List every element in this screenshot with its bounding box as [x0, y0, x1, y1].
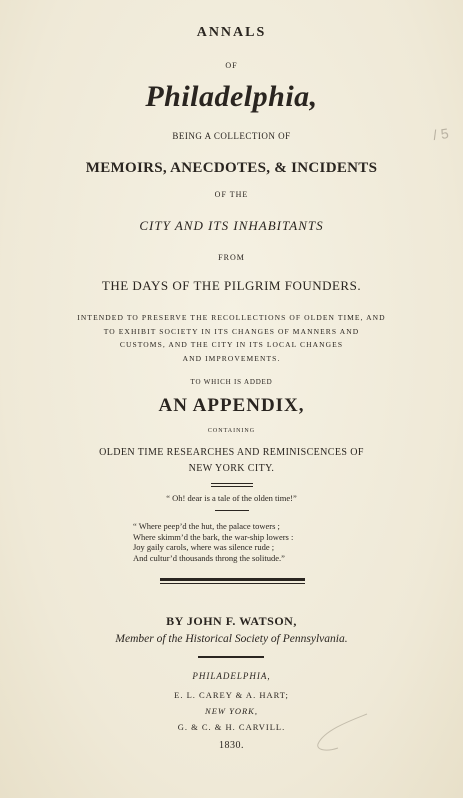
imprint-rule	[198, 656, 264, 658]
author-line: BY JOHN F. WATSON,	[166, 614, 297, 628]
from-line: FROM	[218, 253, 245, 262]
double-rule-thick	[160, 578, 305, 581]
appendix-heading: AN APPENDIX,	[158, 395, 305, 416]
divider-rule-top-2	[211, 486, 253, 487]
epigraph: “ Oh! dear is a tale of the olden time!”	[166, 493, 297, 503]
pencil-curve-mark	[312, 708, 372, 758]
city-name-title: Philadelphia,	[145, 80, 318, 113]
annals-heading: ANNALS	[196, 25, 267, 40]
publisher-1: E. L. CAREY & A. HART;	[174, 690, 289, 700]
city-inhabitants-line: CITY AND ITS INHABITANTS	[139, 218, 324, 233]
of-line-1: OF	[225, 61, 238, 70]
olden-paragraph	[0, 445, 463, 477]
member-line: Member of the Historical Society of Pennsylvania.	[115, 633, 348, 645]
intent-line: INTENDED TO PRESERVE THE RECOLLECTIONS OF OLDEN TIME, AND	[77, 313, 386, 322]
imprint-city-1: PHILADELPHIA,	[192, 671, 271, 681]
olden-line: NEW YORK CITY.	[188, 463, 275, 474]
containing-line: CONTAINING	[207, 428, 256, 434]
olden-line: OLDEN TIME RESEARCHES AND REMINISCENCES OF	[99, 447, 364, 458]
double-rule-thin	[160, 583, 305, 584]
being-line: BEING A COLLECTION OF	[172, 131, 291, 141]
imprint-city-2: NEW YORK,	[205, 706, 258, 716]
pencil-annotation: / 5	[432, 124, 451, 144]
intent-line: AND IMPROVEMENTS.	[182, 353, 281, 363]
memoirs-heading: MEMOIRS, ANECDOTES, & INCIDENTS	[85, 160, 378, 176]
verse-line: And cultur’d thousands throng the solitude.”	[133, 552, 285, 563]
divider-rule-top-1	[211, 483, 253, 484]
publisher-2: G. & C. & H. CARVILL.	[177, 722, 286, 732]
to-which-line: TO WHICH IS ADDED	[190, 378, 273, 386]
intent-line: CUSTOMS, AND THE CITY IN ITS LOCAL CHANGES	[119, 340, 344, 349]
pilgrim-founders-line: THE DAYS OF THE PILGRIM FOUNDERS.	[101, 278, 362, 293]
verse-line: “ Where peep’d the hut, the palace towers ;	[133, 521, 280, 531]
verse-block	[133, 521, 293, 563]
publication-year: 1830.	[219, 740, 244, 751]
intent-paragraph	[0, 311, 463, 365]
intent-line: TO EXHIBIT SOCIETY IN ITS CHANGES OF MANNERS AND	[103, 326, 360, 336]
of-the-line: OF THE	[214, 190, 249, 199]
verse-line: Joy gaily carols, where was silence rude ;	[133, 542, 275, 552]
divider-rule-mid	[215, 510, 249, 511]
verse-line: Where skimm’d the bark, the war-ship lowers :	[133, 531, 294, 542]
